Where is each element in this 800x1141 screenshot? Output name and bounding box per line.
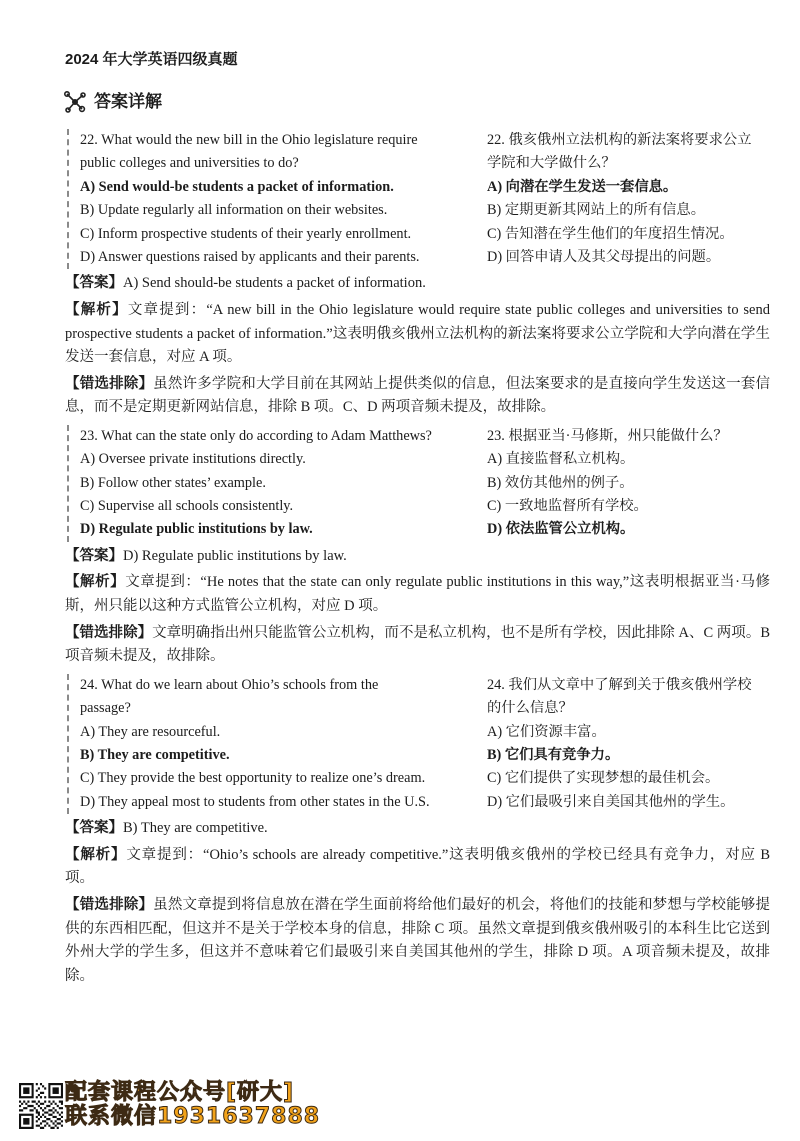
option-en-b: B) Follow other states’ example. (80, 474, 266, 491)
analysis-paragraph (65, 299, 770, 370)
elimination-label: 【错选排除】 (65, 896, 154, 913)
elimination-paragraph (65, 894, 770, 988)
section-heading (63, 90, 162, 114)
question-text-en: 23. What can the state only do according to Adam Matthews? (80, 427, 432, 444)
analysis-label: 【解析】 (65, 574, 126, 591)
elimination-paragraph (65, 373, 770, 420)
analysis-text: 文章提到：“He notes that the state can only regulate public institutions in this way,”这表明根据亚当·马修斯，州只能以这种方式监管公立机构，对应 D 项。 (65, 574, 771, 615)
answer-label: 【答案】 (65, 547, 123, 564)
answer-label: 【答案】 (65, 275, 123, 292)
elimination-label: 【错选排除】 (65, 375, 154, 392)
analysis-label: 【解析】 (65, 846, 127, 863)
option-zh-a: A) 向潜在学生发送一套信息。 (487, 178, 678, 195)
option-en-c: C) Inform prospective students of their yearly enrollment. (80, 225, 412, 242)
option-en-a: A) Oversee private institutions directly. (80, 451, 306, 468)
option-en-d: D) Regulate public institutions by law. (80, 521, 313, 538)
option-en-c: C) Supervise all schools consistently. (80, 498, 294, 515)
option-zh-d: D) 回答申请人及其父母提出的问题。 (487, 248, 721, 265)
option-en-d: D) They appeal most to students from other states in the U.S. (80, 793, 430, 810)
option-zh-b: B) 效仿其他州的例子。 (487, 474, 634, 491)
option-en-b: B) Update regularly all information on their websites. (80, 202, 388, 219)
option-en-a: A) Send would-be students a packet of information. (80, 178, 394, 195)
elimination-text: 虽然文章提到将信息放在潜在学生面前将给他们最好的机会，将他们的技能和梦想与学校能够提供的东西相匹配，但这并不是关于学校本身的信息，排除 C 项。虽然文章提到俄亥俄州吸引的本科生比它送到外州大学的学生多，但这并不意味着它们最吸引来自美国其他州的学生，排除 D 项。A 项音频未提及，故排除。 (65, 896, 771, 984)
elimination-paragraph (65, 622, 770, 669)
promo-watermark (65, 1081, 320, 1129)
answer-paragraph (65, 272, 770, 296)
question-text-zh: 的什么信息？ (487, 700, 573, 717)
answer-label: 【答案】 (65, 820, 123, 837)
question-text-en: public colleges and universities to do? (80, 155, 299, 172)
option-zh-d: D) 依法监管公立机构。 (487, 521, 635, 538)
elimination-label: 【错选排除】 (65, 624, 153, 641)
qr-code-icon (19, 1083, 63, 1129)
question-text-zh: 24. 我们从文章中了解到关于俄亥俄州学校 (487, 676, 752, 693)
analysis-label: 【解析】 (65, 301, 128, 318)
option-en-b: B) They are competitive. (80, 747, 230, 763)
page-title: 2024 年大学英语四级真题 (65, 51, 238, 68)
answer-paragraph (65, 545, 770, 569)
contact-line: 联系微信1931637888 (65, 1104, 321, 1129)
answer-text: A) Send should-be students a packet of information. (123, 275, 426, 292)
question-block (67, 425, 770, 542)
section-title: 答案详解 (94, 92, 162, 111)
answer-text: D) Regulate public institutions by law. (123, 547, 347, 564)
question-text-en: 24. What do we learn about Ohio’s schools from the (80, 676, 379, 693)
option-zh-a: A) 它们资源丰富。 (487, 723, 606, 740)
molecule-icon (63, 90, 87, 114)
option-en-a: A) They are resourceful. (80, 723, 221, 740)
option-zh-b: B) 它们具有竞争力。 (487, 747, 620, 763)
elimination-text: 文章明确指出州只能监管公立机构，而不是私立机构，也不是所有学校，因此排除 A、C 两项。B 项音频未提及，故排除。 (65, 624, 771, 665)
promo-line: 配套课程公众号[研大] (65, 1080, 295, 1105)
question-text-en: 22. What would the new bill in the Ohio legislature require (80, 132, 418, 148)
question-text-en: passage? (80, 700, 131, 717)
question-block (67, 674, 770, 814)
question-text-zh: 22. 俄亥俄州立法机构的新法案将要求公立 (487, 132, 752, 148)
option-en-d: D) Answer questions raised by applicants and their parents. (80, 248, 420, 265)
option-zh-a: A) 直接监督私立机构。 (487, 451, 635, 468)
analysis-text: 文章提到：“A new bill in the Ohio legislature would require state public colleges and universities to send prospective students a packet of information.”这表明俄亥俄州立法机构的新法案将要求公立学院和大学向潜在学生发送一套信息，对应 A 项。 (65, 301, 770, 366)
analysis-paragraph (65, 844, 770, 891)
question-block (67, 129, 770, 269)
analysis-paragraph (65, 571, 770, 618)
answer-explanations (65, 129, 770, 988)
option-zh-c: C) 告知潜在学生他们的年度招生情况。 (487, 225, 734, 242)
analysis-text: 文章提到：“Ohio’s schools are already competitive.”这表明俄亥俄州的学校已经具有竞争力，对应 B 项。 (65, 846, 771, 887)
option-zh-c: C) 它们提供了实现梦想的最佳机会。 (487, 770, 720, 787)
question-text-zh: 23. 根据亚当·马修斯，州只能做什么？ (487, 427, 728, 444)
option-zh-d: D) 它们最吸引来自美国其他州的学生。 (487, 793, 735, 810)
option-zh-c: C) 一致地监督所有学校。 (487, 498, 648, 515)
answer-paragraph (65, 817, 770, 841)
question-text-zh: 学院和大学做什么？ (487, 155, 616, 172)
option-zh-b: B) 定期更新其网站上的所有信息。 (487, 202, 706, 219)
elimination-text: 虽然许多学院和大学目前在其网站上提供类似的信息，但法案要求的是直接向学生发送这一套信息，而不是定期更新网站信息，排除 B 项。C、D 两项音频未提及，故排除。 (65, 375, 771, 416)
answer-text: B) They are competitive. (123, 820, 268, 837)
option-en-c: C) They provide the best opportunity to realize one’s dream. (80, 770, 426, 787)
